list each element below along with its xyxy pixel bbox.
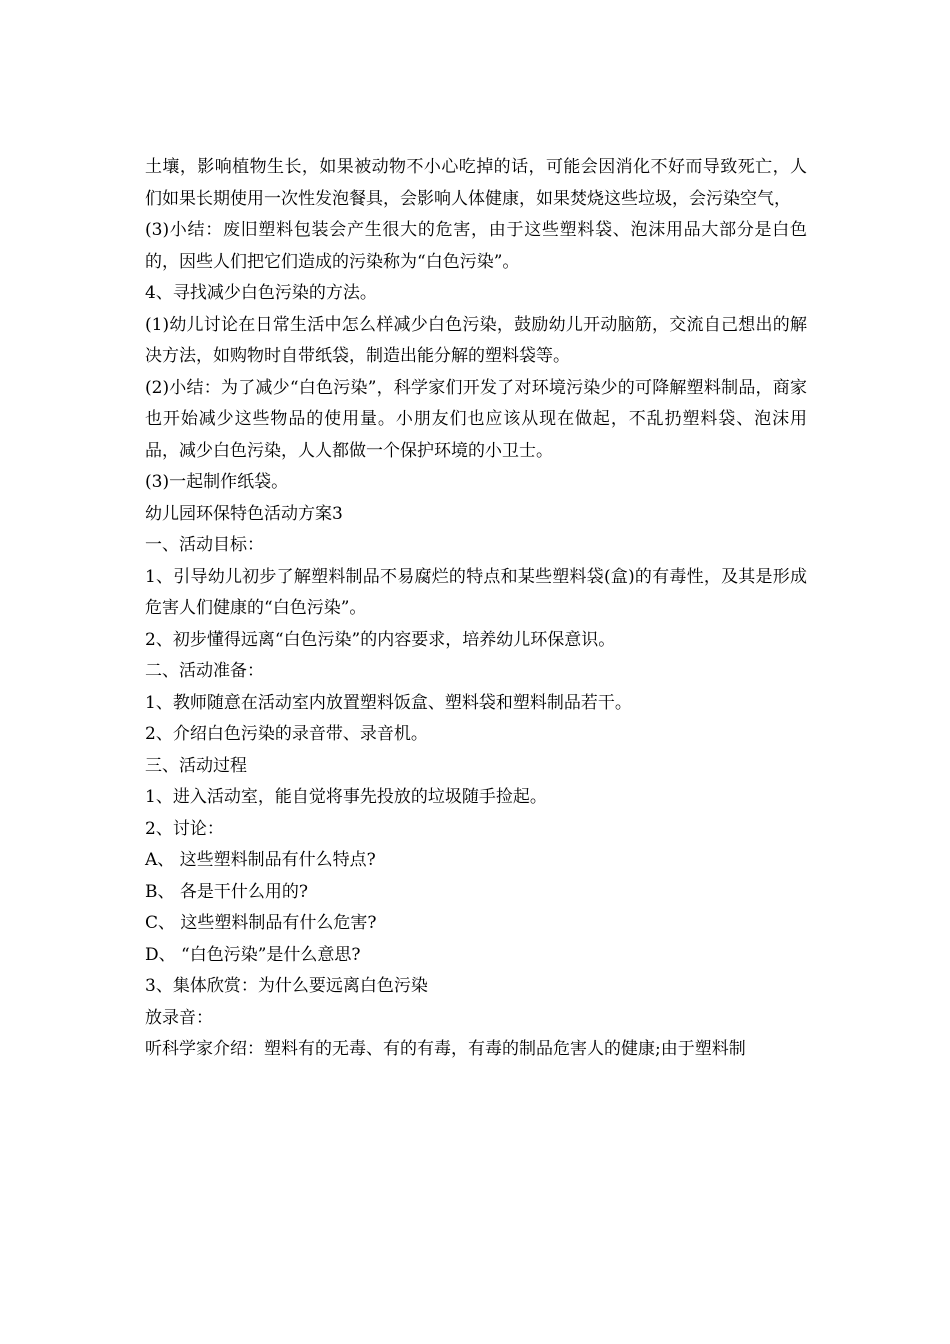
list-item-c: C、 这些塑料制品有什么危害? [145,913,377,933]
list-item-b: B、 各是干什么用的? [145,881,309,902]
paragraph-process-3: 3、集体欣赏：为什么要远离白色污染 [145,976,428,996]
paragraph-continued-soil: 土壤，影响植物生长，如果被动物不小心吃掉的话，可能会因消化不好而导致死亡，人们如果长期使用一次性发泡餐具，会影响人体健康，如果焚烧这些垃圾，会污染空气， [145,157,807,209]
list-item-a: A、 这些塑料制品有什么特点? [145,850,376,870]
paragraph-goal-2: 2、初步懂得远离“白色污染”的内容要求，培养幼儿环保意识。 [145,629,616,650]
paragraph-summary-2: (2)小结：为了减少“白色污染”，科学家们开发了对环境污染少的可降解塑料制品，商家也开始减少这些物品的使用量。小朋友们也应该从现在做起，不乱扔塑料袋、泡沫用品，减少白色污染，人人都做一个保护环境的小卫士。 [145,377,807,461]
section-heading-process: 三、活动过程 [145,755,247,776]
paragraph-step-4: 4、寻找减少白色污染的方法。 [145,283,377,303]
paragraph-process-2: 2、讨论： [145,818,224,839]
document-page [145,152,807,1066]
paragraph-goal-1: 1、引导幼儿初步了解塑料制品不易腐烂的特点和某些塑料袋(盒)的有毒性，及其是形成危害人们健康的“白色污染”。 [145,566,807,618]
section-heading-preparation: 二、活动准备： [145,661,264,681]
list-item-d: D、 “白色污染”是什么意思? [145,944,361,965]
paragraph-scientist-intro: 听科学家介绍：塑料有的无毒、有的有毒，有毒的制品危害人的健康;由于塑料制 [145,1039,746,1059]
paragraph-make-paper-bag: (3)一起制作纸袋。 [145,472,289,492]
section-heading-goals: 一、活动目标： [145,535,264,555]
paragraph-play-recording: 放录音： [145,1007,213,1028]
section-heading-plan-3: 幼儿园环保特色活动方案3 [145,503,343,524]
paragraph-discussion-1: (1)幼儿讨论在日常生活中怎么样减少白色污染，鼓励幼儿开动脑筋，交流自己想出的解决方法，如购物时自带纸袋，制造出能分解的塑料袋等。 [145,314,807,366]
paragraph-summary-3: (3)小结：废旧塑料包装会产生很大的危害，由于这些塑料袋、泡沫用品大部分是白色的，因些人们把它们造成的污染称为“白色污染”。 [145,220,807,272]
paragraph-process-1: 1、进入活动室，能自觉将事先投放的垃圾随手捡起。 [145,787,547,807]
paragraph-prep-2: 2、介绍白色污染的录音带、录音机。 [145,724,428,744]
paragraph-prep-1: 1、教师随意在活动室内放置塑料饭盒、塑料袋和塑料制品若干。 [145,692,632,713]
